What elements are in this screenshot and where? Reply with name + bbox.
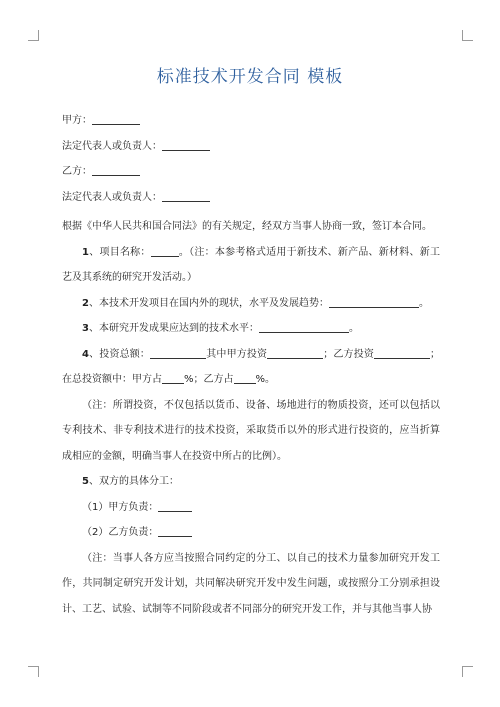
item-3-number: 3 (82, 323, 89, 334)
intro-paragraph: 根据《中华人民共和国合同法》的有关规定，经双方当事人协商一致，签订本合同。 (62, 221, 432, 232)
duty-b-label: （2）乙方负责： (82, 527, 159, 538)
crop-mark-top-left (28, 30, 39, 41)
party-b-investment-label: ；乙方投资 (323, 348, 375, 360)
item-2-end: 。 (418, 297, 429, 309)
duty-a-blank[interactable] (158, 499, 192, 512)
rep-a-blank[interactable] (162, 138, 210, 151)
party-a-label: 甲方： (62, 115, 92, 126)
party-a-share-blank[interactable] (162, 371, 184, 384)
note-4-paragraph: （注：所谓投资，不仅包括以货币、设备、场地进行的物质投资，还可以包括以专利技术、非专利技术进行的技术投资，采取货币以外的形式进行投资的，应当折算成相应的金额，明确当事人在投资中所占的比例）。 (62, 399, 440, 462)
crop-mark-bottom-right (462, 666, 473, 677)
item-1-label: 、项目名称： (88, 246, 151, 258)
party-b-blank[interactable] (92, 163, 140, 176)
rep-a-line (62, 138, 440, 164)
item-4-label: 、投资总额： (88, 348, 151, 360)
item-4-paragraph (62, 342, 440, 393)
party-a-share-label: ；在总投资额中：甲方占 (62, 348, 441, 385)
item-2-blank[interactable] (329, 295, 419, 308)
rep-a-label: 法定代表人或负责人： (62, 140, 162, 152)
rep-b-blank[interactable] (162, 189, 210, 202)
duty-b-blank[interactable] (158, 524, 192, 537)
item-1-number: 1 (82, 246, 89, 258)
rep-b-label: 法定代表人或负责人： (62, 191, 162, 203)
party-a-investment-blank[interactable] (267, 346, 323, 359)
party-a-line (62, 112, 440, 138)
item-2-number: 2 (82, 297, 89, 309)
duty-b-line (62, 520, 440, 546)
party-b-line (62, 163, 440, 189)
duty-a-line (62, 495, 440, 521)
crop-mark-top-right (462, 30, 473, 41)
party-b-share-label: %；乙方占 (184, 374, 234, 385)
party-b-label: 乙方： (62, 166, 92, 177)
document-title: 标准技术开发合同 模板 (156, 67, 344, 87)
party-a-blank[interactable] (92, 112, 140, 125)
item-1-paragraph (62, 240, 440, 291)
party-b-share-blank[interactable] (234, 371, 256, 384)
item-4-number: 4 (82, 348, 89, 360)
item-1-note: 。（注：本参考格式适用于新技术、新产品、新材料、新工艺及其系统的研究开发活动。） (62, 246, 441, 283)
note-5-paragraph: （注：当事人各方应当按照合同约定的分工、以自己的技术力量参加研究开发工作，共同制定研究开发计划，共同解决研究开发中发生问题，或按照分工分别承担设计、工艺、试验、试制等不同阶段或者不同部分的研究开发工作，并与其他当事人协 (62, 552, 440, 615)
item-2-label: 、本技术开发项目在国内外的现状，水平及发展趋势： (88, 297, 329, 309)
total-investment-blank[interactable] (150, 346, 206, 359)
item-4-end: %。 (255, 374, 276, 385)
party-a-investment-label: 其中甲方投资 (206, 348, 268, 360)
document-body (62, 112, 440, 622)
crop-mark-bottom-left (28, 666, 39, 677)
item-3-blank[interactable] (259, 320, 349, 333)
item-5-label: 、双方的具体分工： (88, 476, 179, 487)
duty-a-label: （1）甲方负责： (82, 501, 159, 513)
item-3-paragraph (62, 316, 440, 342)
item-5-number: 5 (82, 476, 89, 487)
item-3-label: 、本研究开发成果应达到的技术水平： (88, 323, 259, 334)
item-1-blank[interactable] (151, 244, 179, 257)
item-3-end: 。 (348, 323, 359, 334)
item-5-paragraph (62, 469, 440, 495)
rep-b-line (62, 189, 440, 215)
item-2-paragraph (62, 291, 440, 317)
party-b-investment-blank[interactable] (374, 346, 430, 359)
